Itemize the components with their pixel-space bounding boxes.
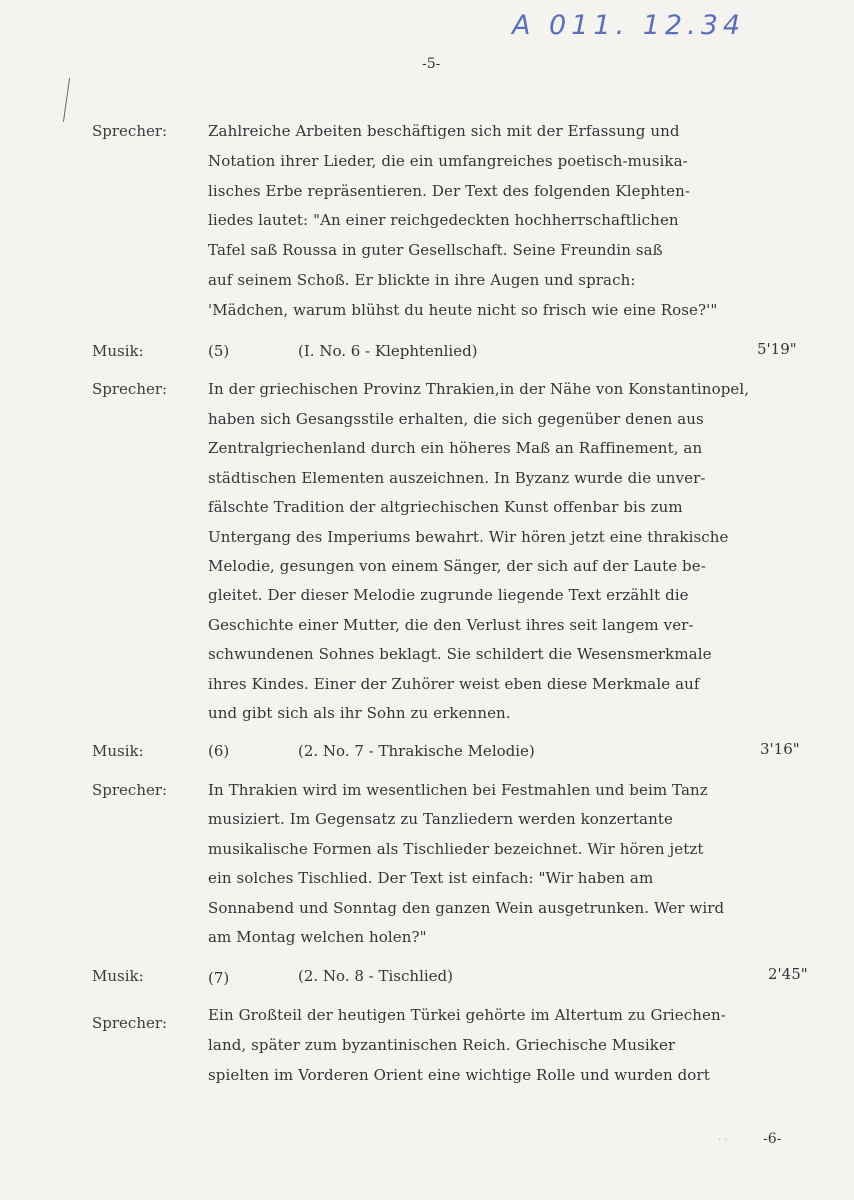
music-label: Musik:: [92, 342, 144, 360]
text-line: In der griechischen Provinz Thrakien,in der Nähe von Konstantinopel,: [208, 380, 750, 398]
music-label: Musik:: [92, 967, 144, 985]
text-line: Notation ihrer Lieder, die ein umfangreiches poetisch-musika-: [208, 152, 688, 170]
text-line: land, später zum byzantinischen Reich. Griechische Musiker: [208, 1036, 676, 1054]
music-cue-duration: 5'19": [757, 340, 797, 358]
text-line: auf seinem Schoß. Er blickte in ihre Augen und sprach:: [208, 271, 636, 289]
speaker-label: Sprecher:: [92, 122, 168, 140]
speaker-label: Sprecher:: [92, 781, 168, 799]
music-cue-number: (6): [208, 742, 230, 760]
archive-number: A 011. 12.34: [512, 10, 746, 41]
text-line: Tafel saß Roussa in guter Gesellschaft. Seine Freundin saß: [208, 241, 663, 259]
page-number: -5-: [422, 56, 441, 72]
text-line: haben sich Gesangsstile erhalten, die sich gegenüber denen aus: [208, 410, 704, 428]
text-line: städtischen Elementen auszeichnen. In Byzanz wurde die unver-: [208, 469, 706, 487]
text-line: ein solches Tischlied. Der Text ist einfach: "Wir haben am: [208, 869, 654, 887]
text-line: liedes lautet: "An einer reichgedeckten hochherrschaftlichen: [208, 211, 679, 229]
music-cue-duration: 2'45": [768, 965, 808, 983]
text-line: ihres Kindes. Einer der Zuhörer weist eben diese Merkmale auf: [208, 675, 700, 693]
text-line: Ein Großteil der heutigen Türkei gehörte im Altertum zu Griechen-: [208, 1006, 726, 1024]
text-line: und gibt sich als ihr Sohn zu erkennen.: [208, 704, 511, 722]
music-cue-number: (5): [208, 342, 230, 360]
music-cue-number: (7): [208, 969, 230, 987]
text-line: Sonnabend und Sonntag den ganzen Wein ausgetrunken. Wer wird: [208, 899, 725, 917]
music-cue-description: (2. No. 8 - Tischlied): [298, 967, 453, 985]
text-line: Untergang des Imperiums bewahrt. Wir hören jetzt eine thrakische: [208, 528, 729, 546]
text-line: musikalische Formen als Tischlieder bezeichnet. Wir hören jetzt: [208, 840, 704, 858]
text-line: am Montag welchen holen?": [208, 928, 427, 946]
text-line: spielten im Vorderen Orient eine wichtige Rolle und wurden dort: [208, 1066, 710, 1084]
text-line: Melodie, gesungen von einem Sänger, der sich auf der Laute be-: [208, 557, 706, 575]
text-line: lisches Erbe repräsentieren. Der Text des folgenden Klephten-: [208, 182, 691, 200]
next-page-number: -6-: [763, 1131, 782, 1147]
text-line: 'Mädchen, warum blühst du heute nicht so frisch wie eine Rose?'": [208, 301, 718, 319]
text-line: musiziert. Im Gegensatz zu Tanzliedern werden konzertante: [208, 810, 673, 828]
music-label: Musik:: [92, 742, 144, 760]
text-line: schwundenen Sohnes beklagt. Sie schildert die Wesensmerkmale: [208, 645, 712, 663]
text-line: In Thrakien wird im wesentlichen bei Festmahlen und beim Tanz: [208, 781, 708, 799]
speaker-label: Sprecher:: [92, 1014, 168, 1032]
text-line: Zahlreiche Arbeiten beschäftigen sich mit der Erfassung und: [208, 122, 680, 140]
music-cue-duration: 3'16": [760, 740, 800, 758]
music-cue-description: (I. No. 6 - Klephtenlied): [298, 342, 478, 360]
text-line: fälschte Tradition der altgriechischen Kunst offenbar bis zum: [208, 498, 683, 516]
music-cue-description: (2. No. 7 - Thrakische Melodie): [298, 742, 535, 760]
faint-mark: · ·: [718, 1135, 728, 1146]
text-line: Zentralgriechenland durch ein höheres Maß an Raffinement, an: [208, 439, 703, 457]
text-line: Geschichte einer Mutter, die den Verlust ihres seit langem ver-: [208, 616, 694, 634]
speaker-label: Sprecher:: [92, 380, 168, 398]
margin-pencil-mark: [63, 78, 72, 122]
text-line: gleitet. Der dieser Melodie zugrunde liegende Text erzählt die: [208, 586, 689, 604]
